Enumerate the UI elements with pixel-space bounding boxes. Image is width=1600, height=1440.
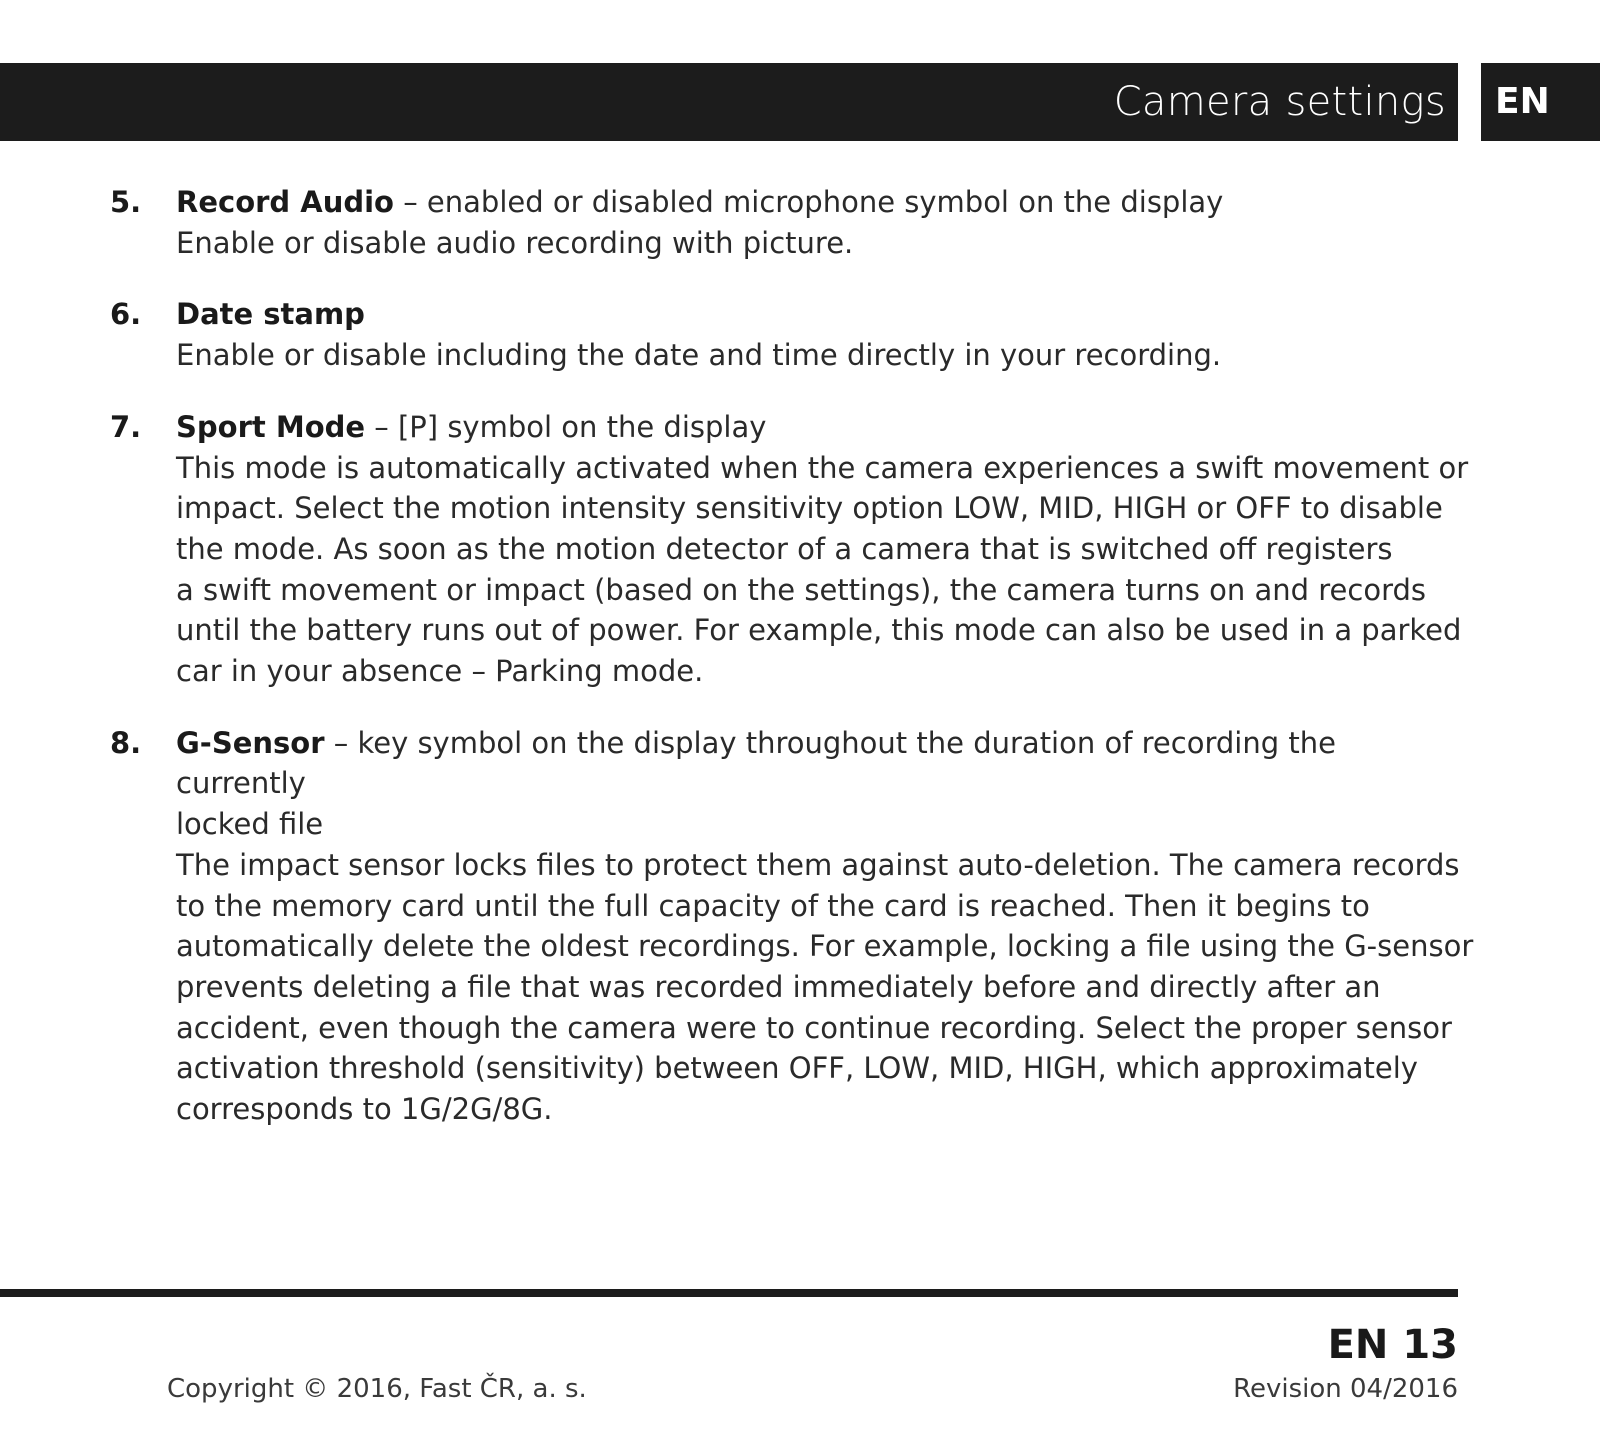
footer-divider — [0, 1289, 1458, 1297]
item-heading — [176, 182, 1448, 223]
item-body-line: to the memory card until the full capacity of the card is reached. Then it begins to — [176, 888, 1370, 923]
item-number: 6. — [110, 297, 142, 332]
item-title: G-Sensor — [176, 725, 325, 760]
item-title: Sport Mode — [176, 409, 366, 444]
item-body-line: activation threshold (sensitivity) between OFF, LOW, MID, HIGH, which approximately — [176, 1051, 1418, 1086]
copyright-notice: Copyright © 2016, Fast ČR, a. s. — [167, 1374, 587, 1404]
item-body-line: The impact sensor locks files to protect them against auto-deletion. The camera records — [176, 847, 1460, 882]
item-body-line: Enable or disable including the date and time directly in your recording. — [176, 338, 1222, 373]
settings-list — [108, 182, 1474, 1161]
item-number: 7. — [110, 409, 142, 444]
item-title: Date stamp — [176, 297, 365, 332]
page-title: Camera settings — [1113, 79, 1446, 125]
item-subtitle-continued: locked file — [176, 807, 324, 842]
language-label: EN — [1495, 81, 1550, 122]
item-body-line: a swift movement or impact (based on the settings), the camera turns on and records — [176, 572, 1427, 607]
page-number: EN 13 — [1327, 1322, 1458, 1368]
item-body-line: prevents deleting a file that was recorded immediately before and directly after an — [176, 969, 1381, 1004]
item-body-line: corresponds to 1G/2G/8G. — [176, 1092, 553, 1127]
setting-item-sport-mode — [108, 407, 1469, 692]
item-subtitle: – enabled or disabled microphone symbol on the display — [393, 185, 1224, 219]
item-subtitle: – key symbol on the display throughout the duration of recording the currently — [176, 725, 1336, 801]
setting-item-date-stamp — [108, 294, 1448, 375]
item-number: 8. — [110, 725, 142, 760]
setting-item-record-audio — [108, 182, 1448, 263]
item-body-line: car in your absence – Parking mode. — [176, 654, 704, 689]
item-body-line: automatically delete the oldest recordings. For example, locking a file using the G-sensor — [176, 929, 1474, 964]
item-body-line: impact. Select the motion intensity sensitivity option LOW, MID, HIGH or OFF to disable — [176, 491, 1443, 526]
revision-label: Revision 04/2016 — [1233, 1374, 1458, 1404]
item-body-line: Enable or disable audio recording with picture. — [176, 225, 854, 260]
item-body-line: This mode is automatically activated when the camera experiences a swift movement or — [176, 450, 1469, 485]
language-tab — [1481, 63, 1600, 141]
item-body-line: until the battery runs out of power. For example, this mode can also be used in a parked — [176, 613, 1462, 648]
item-number: 5. — [110, 185, 142, 219]
item-subtitle: – [P] symbol on the display — [365, 409, 767, 444]
setting-item-g-sensor — [108, 723, 1474, 1130]
item-body-line: accident, even though the camera were to continue recording. Select the proper sensor — [176, 1010, 1452, 1045]
item-heading — [176, 723, 1448, 804]
item-body-line: the mode. As soon as the motion detector of a camera that is switched off registers — [176, 531, 1393, 566]
item-title: Record Audio — [176, 185, 394, 219]
header-bar — [0, 63, 1458, 141]
item-heading — [176, 407, 1448, 448]
item-heading — [176, 294, 1448, 335]
